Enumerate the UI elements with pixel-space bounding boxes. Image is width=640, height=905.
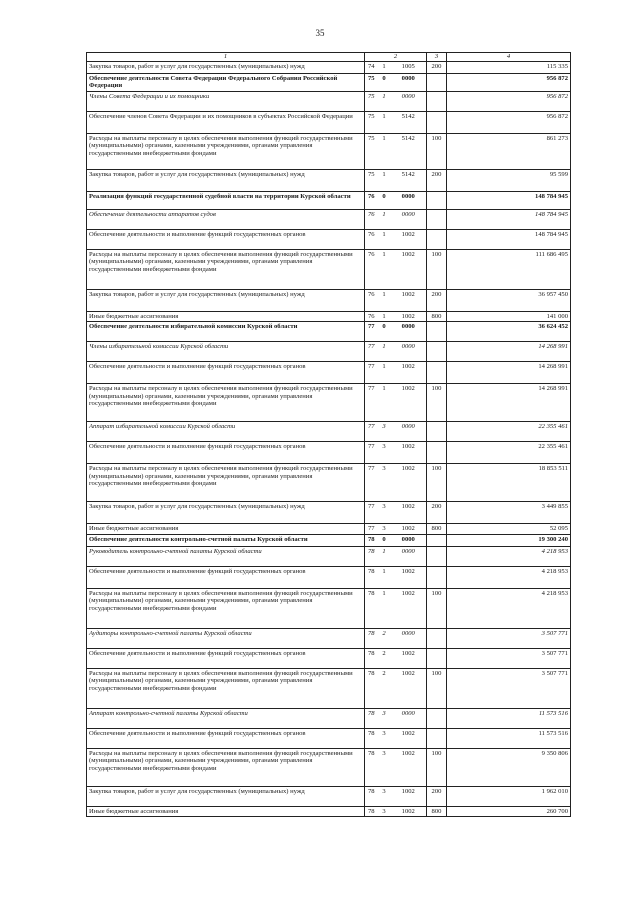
row-code-program: 78: [365, 786, 378, 806]
row-amount: 141 000: [447, 311, 571, 322]
row-code-direction: 1002: [391, 362, 427, 384]
row-code-direction: 1002: [391, 588, 427, 628]
row-code-subprogram: 1: [378, 91, 391, 111]
row-code-subprogram: 2: [378, 628, 391, 648]
row-code-subprogram: 3: [378, 464, 391, 502]
row-expense-type: [427, 229, 447, 249]
row-name: Обеспечение деятельности и выполнение функций государственных органов: [87, 566, 365, 588]
row-name: Обеспечение деятельности и выполнение функций государственных органов: [87, 728, 365, 748]
row-code-program: 74: [365, 61, 378, 73]
table-row: [87, 786, 571, 806]
row-expense-type: [427, 91, 447, 111]
row-amount: 11 573 516: [447, 728, 571, 748]
row-code-program: 75: [365, 73, 378, 91]
row-name: Закупка товаров, работ и услуг для государственных (муниципальных) нужд: [87, 289, 365, 311]
row-code-direction: 5142: [391, 111, 427, 133]
row-name: Иные бюджетные ассигнования: [87, 311, 365, 322]
row-amount: 1 962 010: [447, 786, 571, 806]
row-code-program: 77: [365, 422, 378, 442]
row-code-subprogram: 1: [378, 311, 391, 322]
row-code-direction: 1005: [391, 61, 427, 73]
budget-table: [86, 52, 571, 817]
table-row: [87, 191, 571, 209]
row-code-direction: 1002: [391, 748, 427, 786]
row-code-subprogram: 2: [378, 668, 391, 708]
table-row: [87, 249, 571, 289]
row-code-direction: 1002: [391, 249, 427, 289]
table-row: [87, 588, 571, 628]
row-amount: 95 599: [447, 169, 571, 191]
table-row: [87, 748, 571, 786]
row-code-direction: 0000: [391, 628, 427, 648]
row-code-subprogram: 1: [378, 362, 391, 384]
row-code-direction: 0000: [391, 342, 427, 362]
table-row: [87, 728, 571, 748]
row-amount: 3 507 771: [447, 628, 571, 648]
table-row: [87, 133, 571, 169]
row-expense-type: [427, 442, 447, 464]
row-expense-type: 100: [427, 748, 447, 786]
row-code-program: 78: [365, 668, 378, 708]
table-row: [87, 73, 571, 91]
row-name: Обеспечение деятельности и выполнение функций государственных органов: [87, 229, 365, 249]
table-row: [87, 209, 571, 229]
row-amount: 3 449 855: [447, 502, 571, 524]
row-name: Обеспечение деятельности и выполнение функций государственных органов: [87, 362, 365, 384]
row-expense-type: [427, 111, 447, 133]
row-expense-type: 100: [427, 588, 447, 628]
row-code-subprogram: 1: [378, 588, 391, 628]
row-name: Обеспечение деятельности контрольно-счетной палаты Курской области: [87, 534, 365, 546]
row-name: Обеспечение деятельности Совета Федерации Федерального Собрания Российской Федерации: [87, 73, 365, 91]
table-row: [87, 422, 571, 442]
row-expense-type: [427, 546, 447, 566]
row-code-subprogram: 3: [378, 728, 391, 748]
row-name: Обеспечение деятельности избирательной комиссии Курской области: [87, 322, 365, 342]
row-code-direction: 0000: [391, 708, 427, 728]
row-code-program: 78: [365, 728, 378, 748]
row-code-subprogram: 2: [378, 648, 391, 668]
row-amount: 22 355 461: [447, 422, 571, 442]
row-code-program: 77: [365, 384, 378, 422]
row-amount: 4 218 953: [447, 546, 571, 566]
row-expense-type: [427, 209, 447, 229]
row-code-subprogram: 1: [378, 111, 391, 133]
row-amount: 956 872: [447, 111, 571, 133]
table-row: [87, 534, 571, 546]
row-expense-type: [427, 648, 447, 668]
row-code-subprogram: 1: [378, 209, 391, 229]
row-code-program: 76: [365, 249, 378, 289]
row-code-program: 78: [365, 648, 378, 668]
row-code-program: 78: [365, 806, 378, 817]
row-amount: 36 957 450: [447, 289, 571, 311]
row-expense-type: [427, 708, 447, 728]
row-code-subprogram: 0: [378, 191, 391, 209]
row-code-subprogram: 1: [378, 342, 391, 362]
table-row: [87, 502, 571, 524]
row-code-direction: 1002: [391, 442, 427, 464]
row-expense-type: [427, 191, 447, 209]
row-name: Аппарат контрольно-счетной палаты Курской области: [87, 708, 365, 728]
table-row: [87, 111, 571, 133]
row-code-program: 78: [365, 534, 378, 546]
row-expense-type: 100: [427, 133, 447, 169]
table-row: [87, 322, 571, 342]
row-name: Иные бюджетные ассигнования: [87, 806, 365, 817]
row-code-direction: 5142: [391, 133, 427, 169]
row-code-direction: 1002: [391, 806, 427, 817]
row-amount: 19 300 240: [447, 534, 571, 546]
row-code-program: 77: [365, 342, 378, 362]
row-code-subprogram: 1: [378, 566, 391, 588]
row-expense-type: 800: [427, 311, 447, 322]
row-code-program: 78: [365, 708, 378, 728]
row-code-direction: 1002: [391, 289, 427, 311]
row-code-program: 77: [365, 464, 378, 502]
row-expense-type: [427, 362, 447, 384]
row-code-program: 78: [365, 546, 378, 566]
row-expense-type: 100: [427, 384, 447, 422]
row-code-subprogram: 3: [378, 524, 391, 535]
table-row: [87, 648, 571, 668]
row-code-program: 77: [365, 502, 378, 524]
table-row: [87, 464, 571, 502]
row-amount: 22 355 461: [447, 442, 571, 464]
table-row: [87, 806, 571, 817]
row-name: Расходы на выплаты персоналу в целях обеспечения выполнения функций государственными (муниципальными) органами, казенными учреждениями, органами управления государственными внебюджетными фондами: [87, 133, 365, 169]
row-code-direction: 0000: [391, 209, 427, 229]
header-col-2: 2: [365, 53, 427, 62]
row-amount: 4 218 953: [447, 566, 571, 588]
row-amount: 3 507 771: [447, 668, 571, 708]
row-amount: 36 624 452: [447, 322, 571, 342]
row-expense-type: [427, 566, 447, 588]
row-name: Члены Совета Федерации и их помощники: [87, 91, 365, 111]
row-code-subprogram: 3: [378, 422, 391, 442]
row-code-subprogram: 3: [378, 806, 391, 817]
row-name: Аппарат избирательной комиссии Курской области: [87, 422, 365, 442]
row-amount: 4 218 953: [447, 588, 571, 628]
row-name: Закупка товаров, работ и услуг для государственных (муниципальных) нужд: [87, 169, 365, 191]
row-code-subprogram: 3: [378, 786, 391, 806]
row-name: Расходы на выплаты персоналу в целях обеспечения выполнения функций государственными (муниципальными) органами, казенными учреждениями, органами управления государственными внебюджетными фондами: [87, 668, 365, 708]
table-row: [87, 169, 571, 191]
row-amount: 260 700: [447, 806, 571, 817]
row-name: Расходы на выплаты персоналу в целях обеспечения выполнения функций государственными (муниципальными) органами, казенными учреждениями, органами управления государственными внебюджетными фондами: [87, 588, 365, 628]
row-code-subprogram: 3: [378, 502, 391, 524]
row-code-program: 76: [365, 311, 378, 322]
row-code-program: 75: [365, 91, 378, 111]
row-code-subprogram: 3: [378, 442, 391, 464]
row-code-program: 76: [365, 229, 378, 249]
row-expense-type: [427, 73, 447, 91]
table-row: [87, 61, 571, 73]
row-code-subprogram: 0: [378, 73, 391, 91]
row-name: Закупка товаров, работ и услуг для государственных (муниципальных) нужд: [87, 786, 365, 806]
row-amount: 148 784 945: [447, 191, 571, 209]
row-code-subprogram: 1: [378, 133, 391, 169]
row-code-program: 76: [365, 191, 378, 209]
row-code-subprogram: 1: [378, 229, 391, 249]
table-row: [87, 668, 571, 708]
row-expense-type: [427, 322, 447, 342]
row-expense-type: [427, 422, 447, 442]
table-header-row: [87, 53, 571, 62]
row-code-program: 77: [365, 362, 378, 384]
row-amount: 18 853 511: [447, 464, 571, 502]
row-name: Обеспечение членов Совета Федерации и их помощников в субъектах Российской Федерации: [87, 111, 365, 133]
row-code-program: 75: [365, 169, 378, 191]
table-row: [87, 229, 571, 249]
row-code-subprogram: 1: [378, 384, 391, 422]
table-row: [87, 289, 571, 311]
row-code-direction: 0000: [391, 546, 427, 566]
row-expense-type: 200: [427, 169, 447, 191]
row-code-program: 75: [365, 133, 378, 169]
row-name: Закупка товаров, работ и услуг для государственных (муниципальных) нужд: [87, 61, 365, 73]
row-expense-type: 100: [427, 464, 447, 502]
row-code-subprogram: 3: [378, 748, 391, 786]
row-code-direction: 1002: [391, 464, 427, 502]
row-expense-type: [427, 342, 447, 362]
row-code-program: 75: [365, 111, 378, 133]
row-amount: 14 268 991: [447, 384, 571, 422]
row-amount: 148 784 945: [447, 229, 571, 249]
row-code-direction: 1002: [391, 786, 427, 806]
row-code-direction: 0000: [391, 534, 427, 546]
row-expense-type: 200: [427, 786, 447, 806]
row-amount: 861 273: [447, 133, 571, 169]
row-code-subprogram: 0: [378, 534, 391, 546]
row-expense-type: 800: [427, 806, 447, 817]
page-number: 35: [315, 28, 325, 38]
row-code-program: 78: [365, 566, 378, 588]
row-code-subprogram: 1: [378, 169, 391, 191]
row-amount: 52 095: [447, 524, 571, 535]
row-code-subprogram: 1: [378, 546, 391, 566]
row-name: Члены избирательной комиссии Курской области: [87, 342, 365, 362]
row-amount: 111 686 495: [447, 249, 571, 289]
row-amount: 11 573 516: [447, 708, 571, 728]
row-code-direction: 1002: [391, 502, 427, 524]
row-code-program: 78: [365, 588, 378, 628]
row-name: Расходы на выплаты персоналу в целях обеспечения выполнения функций государственными (муниципальными) органами, казенными учреждениями, органами управления государственными внебюджетными фондами: [87, 384, 365, 422]
row-code-direction: 1002: [391, 566, 427, 588]
row-amount: 14 268 991: [447, 362, 571, 384]
row-expense-type: 800: [427, 524, 447, 535]
row-name: Расходы на выплаты персоналу в целях обеспечения выполнения функций государственными (муниципальными) органами, казенными учреждениями, органами управления государственными внебюджетными фондами: [87, 464, 365, 502]
row-code-subprogram: 1: [378, 289, 391, 311]
row-name: Руководитель контрольно-счетной палаты Курской области: [87, 546, 365, 566]
row-code-direction: 1002: [391, 384, 427, 422]
row-name: Аудиторы контрольно-счетной палаты Курской области: [87, 628, 365, 648]
table-row: [87, 708, 571, 728]
row-amount: 956 872: [447, 91, 571, 111]
row-expense-type: 200: [427, 61, 447, 73]
row-expense-type: [427, 534, 447, 546]
row-code-direction: 0000: [391, 73, 427, 91]
row-name: Иные бюджетные ассигнования: [87, 524, 365, 535]
row-code-direction: 1002: [391, 648, 427, 668]
row-expense-type: 200: [427, 289, 447, 311]
row-name: Реализация функций государственной судебной власти на территории Курской области: [87, 191, 365, 209]
table-row: [87, 342, 571, 362]
row-code-subprogram: 1: [378, 249, 391, 289]
row-code-direction: 1002: [391, 229, 427, 249]
table-row: [87, 442, 571, 464]
row-code-program: 78: [365, 748, 378, 786]
row-amount: 148 784 945: [447, 209, 571, 229]
row-name: Закупка товаров, работ и услуг для государственных (муниципальных) нужд: [87, 502, 365, 524]
row-name: Обеспечение деятельности и выполнение функций государственных органов: [87, 648, 365, 668]
row-expense-type: 100: [427, 668, 447, 708]
table-row: [87, 524, 571, 535]
row-code-direction: 0000: [391, 322, 427, 342]
row-code-program: 77: [365, 442, 378, 464]
row-code-direction: 1002: [391, 728, 427, 748]
row-amount: 14 268 991: [447, 342, 571, 362]
row-code-direction: 5142: [391, 169, 427, 191]
table-row: [87, 546, 571, 566]
row-code-subprogram: 1: [378, 61, 391, 73]
row-name: Расходы на выплаты персоналу в целях обеспечения выполнения функций государственными (муниципальными) органами, казенными учреждениями, органами управления государственными внебюджетными фондами: [87, 748, 365, 786]
row-code-subprogram: 3: [378, 708, 391, 728]
row-code-subprogram: 0: [378, 322, 391, 342]
row-name: Обеспечение деятельности аппаратов судов: [87, 209, 365, 229]
row-amount: 115 335: [447, 61, 571, 73]
table-row: [87, 384, 571, 422]
row-expense-type: [427, 728, 447, 748]
row-name: Расходы на выплаты персоналу в целях обеспечения выполнения функций государственными (муниципальными) органами, казенными учреждениями, органами управления государственными внебюджетными фондами: [87, 249, 365, 289]
table-row: [87, 628, 571, 648]
header-col-4: 4: [447, 53, 571, 62]
row-code-direction: 0000: [391, 191, 427, 209]
row-expense-type: [427, 628, 447, 648]
table-row: [87, 311, 571, 322]
row-expense-type: 200: [427, 502, 447, 524]
row-code-program: 76: [365, 209, 378, 229]
row-expense-type: 100: [427, 249, 447, 289]
table-row: [87, 91, 571, 111]
row-amount: 956 872: [447, 73, 571, 91]
row-amount: 9 350 806: [447, 748, 571, 786]
header-col-3: 3: [427, 53, 447, 62]
row-code-direction: 1002: [391, 524, 427, 535]
row-code-program: 77: [365, 524, 378, 535]
header-col-1: 1: [87, 53, 365, 62]
row-code-program: 78: [365, 628, 378, 648]
row-name: Обеспечение деятельности и выполнение функций государственных органов: [87, 442, 365, 464]
row-amount: 3 507 771: [447, 648, 571, 668]
row-code-program: 76: [365, 289, 378, 311]
row-code-direction: 0000: [391, 422, 427, 442]
row-code-direction: 1002: [391, 311, 427, 322]
row-code-direction: 0000: [391, 91, 427, 111]
row-code-program: 77: [365, 322, 378, 342]
table-row: [87, 362, 571, 384]
table-row: [87, 566, 571, 588]
row-code-direction: 1002: [391, 668, 427, 708]
